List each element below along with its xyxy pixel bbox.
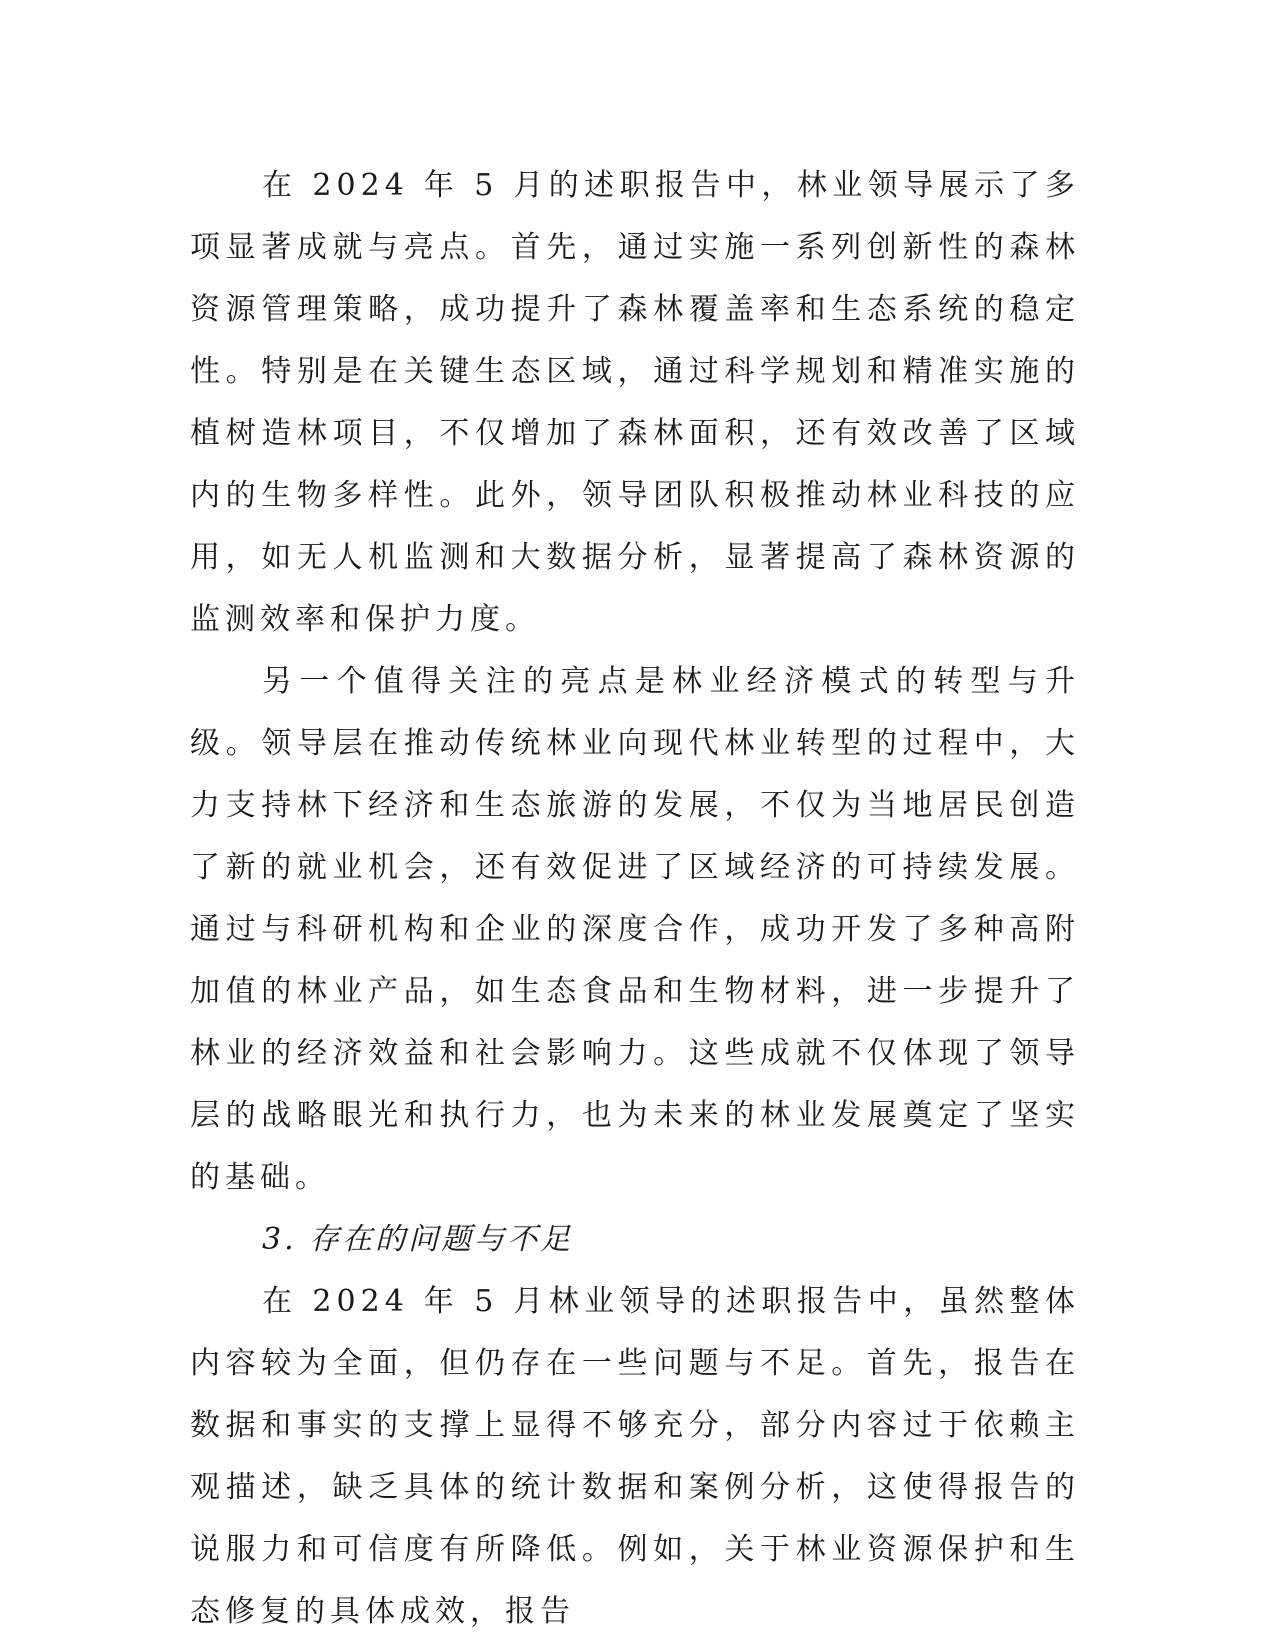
- document-body: [190, 155, 1080, 1643]
- section-heading: 3. 存在的问题与不足: [262, 1222, 574, 1257]
- paragraph-economic-transformation: 另一个值得关注的亮点是林业经济模式的转型与升级。领导层在推动传统林业向现代林业转型的过程中，大力支持林下经济和生态旅游的发展，不仅为当地居民创造了新的就业机会，还有效促进了区域经济的可持续发展。通过与科研机构和企业的深度合作，成功开发了多种高附加值的林业产品，如生态食品和生物材料，进一步提升了林业的经济效益和社会影响力。这些成就不仅体现了领导层的战略眼光和执行力，也为未来的林业发展奠定了坚实的基础。: [190, 664, 1080, 1195]
- paragraph-problems: 在 2024 年 5 月林业领导的述职报告中，虽然整体内容较为全面，但仍存在一些问题与不足。首先，报告在数据和事实的支撑上显得不够充分，部分内容过于依赖主观描述，缺乏具体的统计数据和案例分析，这使得报告的说服力和可信度有所降低。例如，关于林业资源保护和生态修复的具体成效，报告: [190, 1284, 1080, 1629]
- paragraph-achievements: 在 2024 年 5 月的述职报告中，林业领导展示了多项显著成就与亮点。首先，通过实施一系列创新性的森林资源管理策略，成功提升了森林覆盖率和生态系统的稳定性。特别是在关键生态区域，通过科学规划和精准实施的植树造林项目，不仅增加了森林面积，还有效改善了区域内的生物多样性。此外，领导团队积极推动林业科技的应用，如无人机监测和大数据分析，显著提高了森林资源的监测效率和保护力度。: [190, 168, 1080, 637]
